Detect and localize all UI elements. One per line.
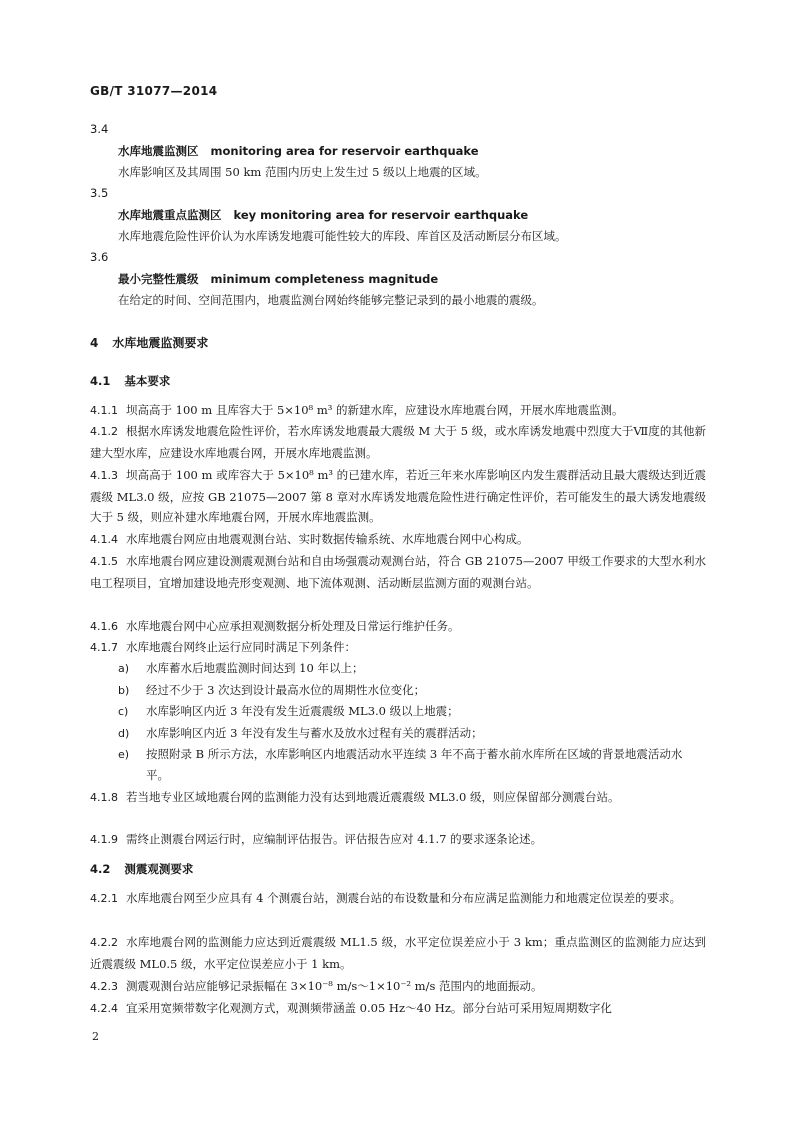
clause-number: 4.1.7 xyxy=(90,641,118,654)
clause-4-2-3 xyxy=(90,976,706,998)
term-definition: 在给定的时间、空间范围内，地震监测台网始终能够完整记录到的最小地震的震级。 xyxy=(118,293,544,307)
term-definition: 水库影响区及其周围 50 km 范围内历史上发生过 5 级以上地震的区域。 xyxy=(118,165,487,179)
clause-text: 若当地专业区域地震台网的监测能力没有达到地震近震震级 ML3.0 级，则应保留部分测震台站。 xyxy=(126,790,620,804)
clause-4-1-1 xyxy=(90,400,706,422)
clause-4-1-5 xyxy=(90,551,706,593)
clause-text: 水库地震台网的监测能力应达到近震震级 ML1.5 级，水平定位误差应小于 3 km；重点监测区的监测能力应达到近震震级 ML0.5 级，水平定位误差应小于 1 km。 xyxy=(90,935,706,971)
clause-number: 4.1.1 xyxy=(90,404,118,417)
term-number: 3.5 xyxy=(90,186,109,200)
standard-header: GB/T 31077—2014 xyxy=(90,84,218,98)
term-title xyxy=(118,207,528,223)
clause-text: 水库地震台网至少应具有 4 个测震台站，测震台站的布设数量和分布应满足监测能力和地震定位误差的要求。 xyxy=(126,891,682,905)
term-title xyxy=(118,143,479,159)
clause-number: 4.1.3 xyxy=(90,469,118,482)
term-definition: 水库地震危险性评价认为水库诱发地震可能性较大的库段、库首区及活动断层分布区域。 xyxy=(118,229,567,243)
clause-text: 水库地震台网终止运行应同时满足下列条件： xyxy=(126,640,356,654)
clause-text: 宜采用宽频带数字化观测方式，观测频带涵盖 0.05 Hz～40 Hz。部分台站可采用短周期数字化 xyxy=(126,1001,612,1015)
subsection-heading xyxy=(90,373,170,389)
clause-number: 4.2.3 xyxy=(90,980,118,993)
term-title-cn: 水库地震监测区 xyxy=(118,144,199,158)
subsection-title: 基本要求 xyxy=(124,374,171,388)
list-text: 经过不少于 3 次达到设计最高水位的周期性水位变化； xyxy=(146,683,426,697)
clause-text: 坝高高于 100 m 或库容大于 5×10⁸ m³ 的已建水库，若近三年来水库影响区内发生震群活动且最大震级达到近震震级 ML3.0 级，应按 GB 21075—2007 第 8 章对水库诱发地震危险性进行确定性评价，若可能发生的最大诱发地震级大于 5 级，则应补建水库地震台网，开展水库地震监测。 xyxy=(90,468,706,524)
list-text: 水库蓄水后地震监测时间达到 10 年以上； xyxy=(146,661,364,675)
term-title-en: monitoring area for reservoir earthquake xyxy=(210,144,479,158)
term-title-en: minimum completeness magnitude xyxy=(210,272,439,286)
clause-4-1-4 xyxy=(90,529,706,551)
list-marker: b) xyxy=(118,684,130,697)
subsection-heading xyxy=(90,861,193,877)
clause-number: 4.1.5 xyxy=(90,555,118,568)
list-item xyxy=(118,701,706,723)
list-item xyxy=(118,680,706,702)
list-marker: d) xyxy=(118,727,130,740)
clause-4-1-2 xyxy=(90,421,706,463)
section-heading xyxy=(90,334,208,351)
clause-text: 坝高高于 100 m 且库容大于 5×10⁸ m³ 的新建水库，应建设水库地震台网，开展水库地震监测。 xyxy=(126,403,624,417)
clause-4-1-7 xyxy=(90,637,706,659)
clause-number: 4.1.6 xyxy=(90,620,118,633)
list-text: 按照附录 B 所示方法，水库影响区内地震活动水平连续 3 年不高于蓄水前水库所在区域的背景地震活动水平。 xyxy=(146,747,683,782)
clause-4-2-2 xyxy=(90,932,706,974)
clause-text: 测震观测台站应能够记录振幅在 3×10⁻⁸ m/s～1×10⁻² m/s 范围内的地面振动。 xyxy=(126,979,543,993)
clause-4-2-1 xyxy=(90,888,706,910)
list-item xyxy=(118,723,706,745)
list-marker: c) xyxy=(118,705,129,718)
clause-number: 4.1.8 xyxy=(90,791,118,804)
clause-number: 4.1.4 xyxy=(90,533,118,546)
page-number: 2 xyxy=(92,1030,99,1043)
clause-4-1-9 xyxy=(90,829,706,851)
list-text: 水库影响区内近 3 年没有发生近震震级 ML3.0 级以上地震； xyxy=(146,704,459,718)
term-number: 3.6 xyxy=(90,250,109,264)
clause-number: 4.1.2 xyxy=(90,425,118,438)
subsection-title: 测震观测要求 xyxy=(124,862,194,876)
subsection-number: 4.2 xyxy=(90,862,111,876)
term-title-en: key monitoring area for reservoir earthquake xyxy=(233,208,529,222)
section-title: 水库地震监测要求 xyxy=(112,336,209,350)
clause-number: 4.2.1 xyxy=(90,892,118,905)
term-title-cn: 最小完整性震级 xyxy=(118,272,199,286)
list-marker: e) xyxy=(118,748,130,761)
clause-number: 4.2.2 xyxy=(90,936,118,949)
term-title-cn: 水库地震重点监测区 xyxy=(118,208,222,222)
clause-text: 需终止测震台网运行时，应编制评估报告。评估报告应对 4.1.7 的要求逐条论述。 xyxy=(126,832,543,846)
term-number: 3.4 xyxy=(90,122,109,136)
clause-4-1-6 xyxy=(90,616,706,638)
clause-text: 水库地震台网中心应承担观测数据分析处理及日常运行维护任务。 xyxy=(126,619,460,633)
clause-4-1-8 xyxy=(90,787,706,809)
clause-number: 4.2.4 xyxy=(90,1002,118,1015)
section-number: 4 xyxy=(90,336,99,350)
list-item xyxy=(118,744,706,785)
subsection-number: 4.1 xyxy=(90,374,111,388)
list-marker: a) xyxy=(118,662,130,675)
clause-text: 水库地震台网应建设测震观测台站和自由场强震动观测台站，符合 GB 21075—2007 甲级工作要求的大型水利水电工程项目，宜增加建设地壳形变观测、地下流体观测、活动断层监测方面的观测台站。 xyxy=(90,554,706,590)
list-item xyxy=(118,658,706,680)
clause-text: 根据水库诱发地震危险性评价，若水库诱发地震最大震级 M 大于 5 级，或水库诱发地震中烈度大于Ⅶ度的其他新建大型水库，应建设水库地震台网，开展水库地震监测。 xyxy=(90,424,706,460)
clause-4-2-4 xyxy=(90,998,706,1020)
clause-text: 水库地震台网应由地震观测台站、实时数据传输系统、水库地震台网中心构成。 xyxy=(126,532,529,546)
clause-4-1-3 xyxy=(90,465,706,528)
list-text: 水库影响区内近 3 年没有发生与蓄水及放水过程有关的震群活动； xyxy=(146,726,483,740)
clause-number: 4.1.9 xyxy=(90,833,118,846)
term-title xyxy=(118,271,438,287)
